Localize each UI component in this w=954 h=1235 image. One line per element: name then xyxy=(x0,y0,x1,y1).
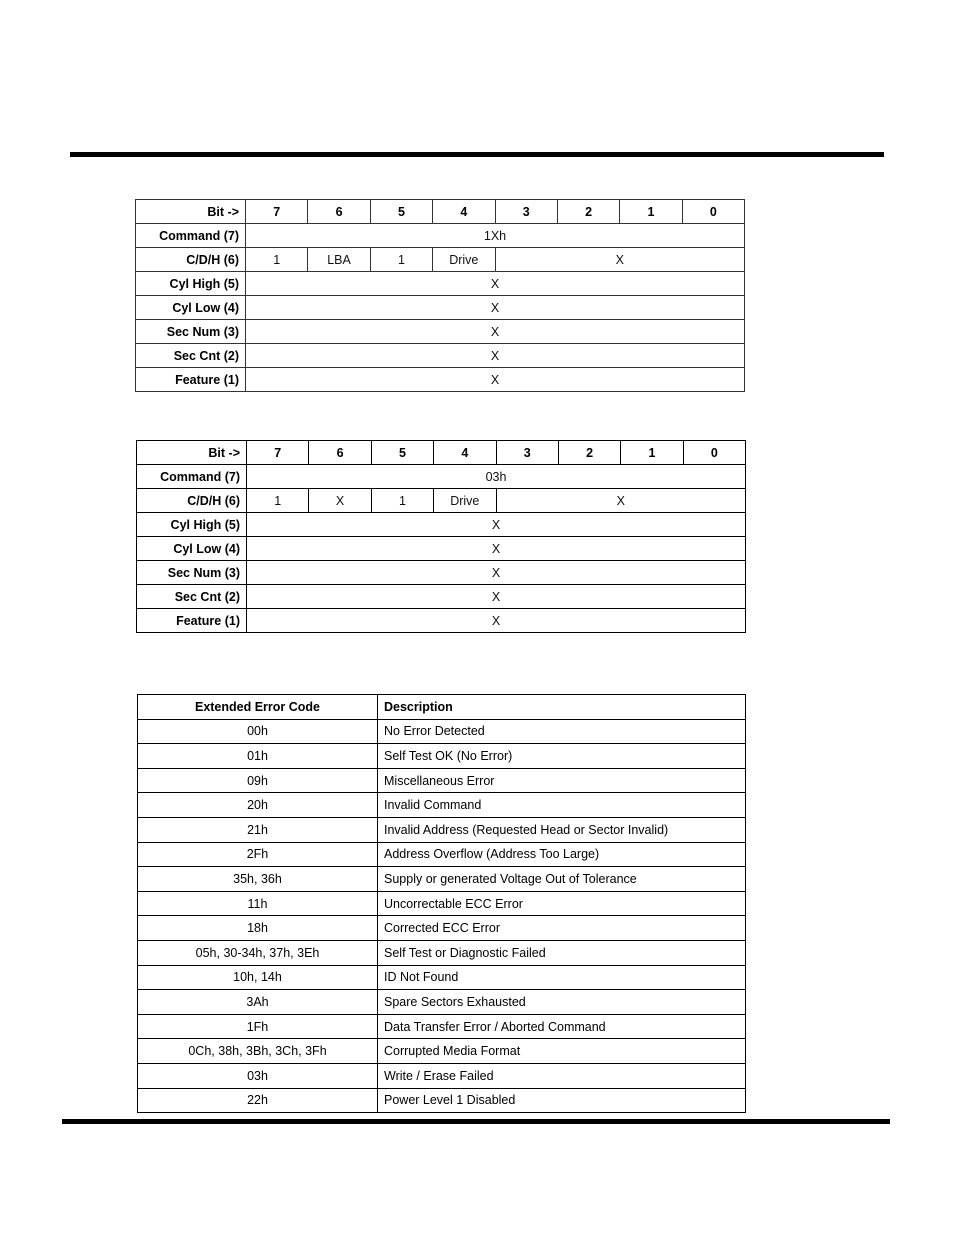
cdh-bit-7: 1 xyxy=(247,489,309,513)
error-code: 05h, 30-34h, 37h, 3Eh xyxy=(138,940,378,965)
table-row xyxy=(138,940,746,965)
cdh-bit-6: LBA xyxy=(308,248,370,272)
cdh-row xyxy=(137,489,746,513)
row-label: Cyl High (5) xyxy=(137,513,247,537)
bit-7: 7 xyxy=(246,200,308,224)
error-code: 21h xyxy=(138,817,378,842)
table-row xyxy=(138,768,746,793)
table-row xyxy=(138,916,746,941)
bit-1: 1 xyxy=(620,200,682,224)
error-code: 20h xyxy=(138,793,378,818)
row-value: X xyxy=(246,296,745,320)
cdh-row xyxy=(136,248,745,272)
error-description: Spare Sectors Exhausted xyxy=(378,990,746,1015)
row-value: X xyxy=(247,585,746,609)
error-code: 2Fh xyxy=(138,842,378,867)
error-description: Address Overflow (Address Too Large) xyxy=(378,842,746,867)
cdh-bit-6: X xyxy=(309,489,371,513)
table-row xyxy=(138,793,746,818)
table-row xyxy=(138,1088,746,1113)
error-description: Corrected ECC Error xyxy=(378,916,746,941)
bit-0: 0 xyxy=(683,441,745,465)
error-code: 3Ah xyxy=(138,990,378,1015)
row-value: X xyxy=(246,320,745,344)
row-value: X xyxy=(247,513,746,537)
row-label: Cyl Low (4) xyxy=(137,537,247,561)
bit-5: 5 xyxy=(371,441,433,465)
header-description: Description xyxy=(378,695,746,720)
register-row xyxy=(136,296,745,320)
table-row xyxy=(138,817,746,842)
bit-0: 0 xyxy=(682,200,744,224)
bit-2: 2 xyxy=(557,200,619,224)
table-row xyxy=(138,965,746,990)
row-value: X xyxy=(247,561,746,585)
bit-header-row xyxy=(136,200,745,224)
cdh-bit-5: 1 xyxy=(370,248,432,272)
table-row xyxy=(138,719,746,744)
row-value: X xyxy=(246,344,745,368)
cdh-rest: X xyxy=(495,248,745,272)
command-row xyxy=(136,224,745,248)
cdh-bit-7: 1 xyxy=(246,248,308,272)
error-description: Miscellaneous Error xyxy=(378,768,746,793)
bit-label: Bit -> xyxy=(137,441,247,465)
row-label: Sec Cnt (2) xyxy=(137,585,247,609)
error-code: 18h xyxy=(138,916,378,941)
command-row xyxy=(137,465,746,489)
error-description: No Error Detected xyxy=(378,719,746,744)
register-row xyxy=(137,609,746,633)
cdh-bit-5: 1 xyxy=(371,489,433,513)
error-code: 1Fh xyxy=(138,1014,378,1039)
table-row xyxy=(138,891,746,916)
bit-header-row xyxy=(137,441,746,465)
table-row xyxy=(138,1014,746,1039)
table-row xyxy=(138,1039,746,1064)
row-label: Sec Num (3) xyxy=(137,561,247,585)
row-label: Cyl High (5) xyxy=(136,272,246,296)
register-row xyxy=(136,344,745,368)
register-row xyxy=(136,368,745,392)
cdh-label: C/D/H (6) xyxy=(137,489,247,513)
table-row xyxy=(138,990,746,1015)
bit-6: 6 xyxy=(309,441,371,465)
bit-4: 4 xyxy=(433,200,495,224)
error-description: Invalid Command xyxy=(378,793,746,818)
row-value: X xyxy=(246,368,745,392)
row-label: Sec Num (3) xyxy=(136,320,246,344)
error-code: 00h xyxy=(138,719,378,744)
bit-1: 1 xyxy=(621,441,683,465)
register-row xyxy=(137,513,746,537)
command-value: 1Xh xyxy=(246,224,745,248)
table-row xyxy=(138,744,746,769)
error-description: Invalid Address (Requested Head or Sector Invalid) xyxy=(378,817,746,842)
cdh-label: C/D/H (6) xyxy=(136,248,246,272)
error-code: 09h xyxy=(138,768,378,793)
register-row xyxy=(137,585,746,609)
error-code: 10h, 14h xyxy=(138,965,378,990)
table-row xyxy=(138,842,746,867)
row-value: X xyxy=(246,272,745,296)
command-value: 03h xyxy=(247,465,746,489)
register-table-1 xyxy=(135,199,745,392)
row-label: Sec Cnt (2) xyxy=(136,344,246,368)
error-code-table xyxy=(137,694,746,1113)
row-value: X xyxy=(247,609,746,633)
error-table-header xyxy=(138,695,746,720)
cdh-bit-4: Drive xyxy=(434,489,496,513)
bit-5: 5 xyxy=(370,200,432,224)
error-description: Write / Erase Failed xyxy=(378,1063,746,1088)
error-description: ID Not Found xyxy=(378,965,746,990)
cdh-rest: X xyxy=(496,489,746,513)
table-row xyxy=(138,867,746,892)
error-description: Self Test OK (No Error) xyxy=(378,744,746,769)
bottom-rule xyxy=(62,1119,890,1124)
command-label: Command (7) xyxy=(136,224,246,248)
bit-6: 6 xyxy=(308,200,370,224)
bit-label: Bit -> xyxy=(136,200,246,224)
register-row xyxy=(137,537,746,561)
row-label: Feature (1) xyxy=(136,368,246,392)
error-description: Corrupted Media Format xyxy=(378,1039,746,1064)
bit-7: 7 xyxy=(247,441,309,465)
cdh-bit-4: Drive xyxy=(433,248,495,272)
row-label: Feature (1) xyxy=(137,609,247,633)
error-description: Data Transfer Error / Aborted Command xyxy=(378,1014,746,1039)
bit-3: 3 xyxy=(496,441,558,465)
command-label: Command (7) xyxy=(137,465,247,489)
error-description: Power Level 1 Disabled xyxy=(378,1088,746,1113)
error-code: 11h xyxy=(138,891,378,916)
error-code: 0Ch, 38h, 3Bh, 3Ch, 3Fh xyxy=(138,1039,378,1064)
bit-2: 2 xyxy=(558,441,620,465)
error-code: 03h xyxy=(138,1063,378,1088)
error-description: Self Test or Diagnostic Failed xyxy=(378,940,746,965)
error-code: 01h xyxy=(138,744,378,769)
row-label: Cyl Low (4) xyxy=(136,296,246,320)
table-row xyxy=(138,1063,746,1088)
header-code: Extended Error Code xyxy=(138,695,378,720)
register-table-2 xyxy=(136,440,746,633)
row-value: X xyxy=(247,537,746,561)
error-description: Uncorrectable ECC Error xyxy=(378,891,746,916)
register-row xyxy=(136,272,745,296)
register-row xyxy=(136,320,745,344)
error-code: 35h, 36h xyxy=(138,867,378,892)
top-rule xyxy=(70,152,884,157)
register-row xyxy=(137,561,746,585)
error-description: Supply or generated Voltage Out of Tolerance xyxy=(378,867,746,892)
error-code: 22h xyxy=(138,1088,378,1113)
bit-4: 4 xyxy=(434,441,496,465)
bit-3: 3 xyxy=(495,200,557,224)
